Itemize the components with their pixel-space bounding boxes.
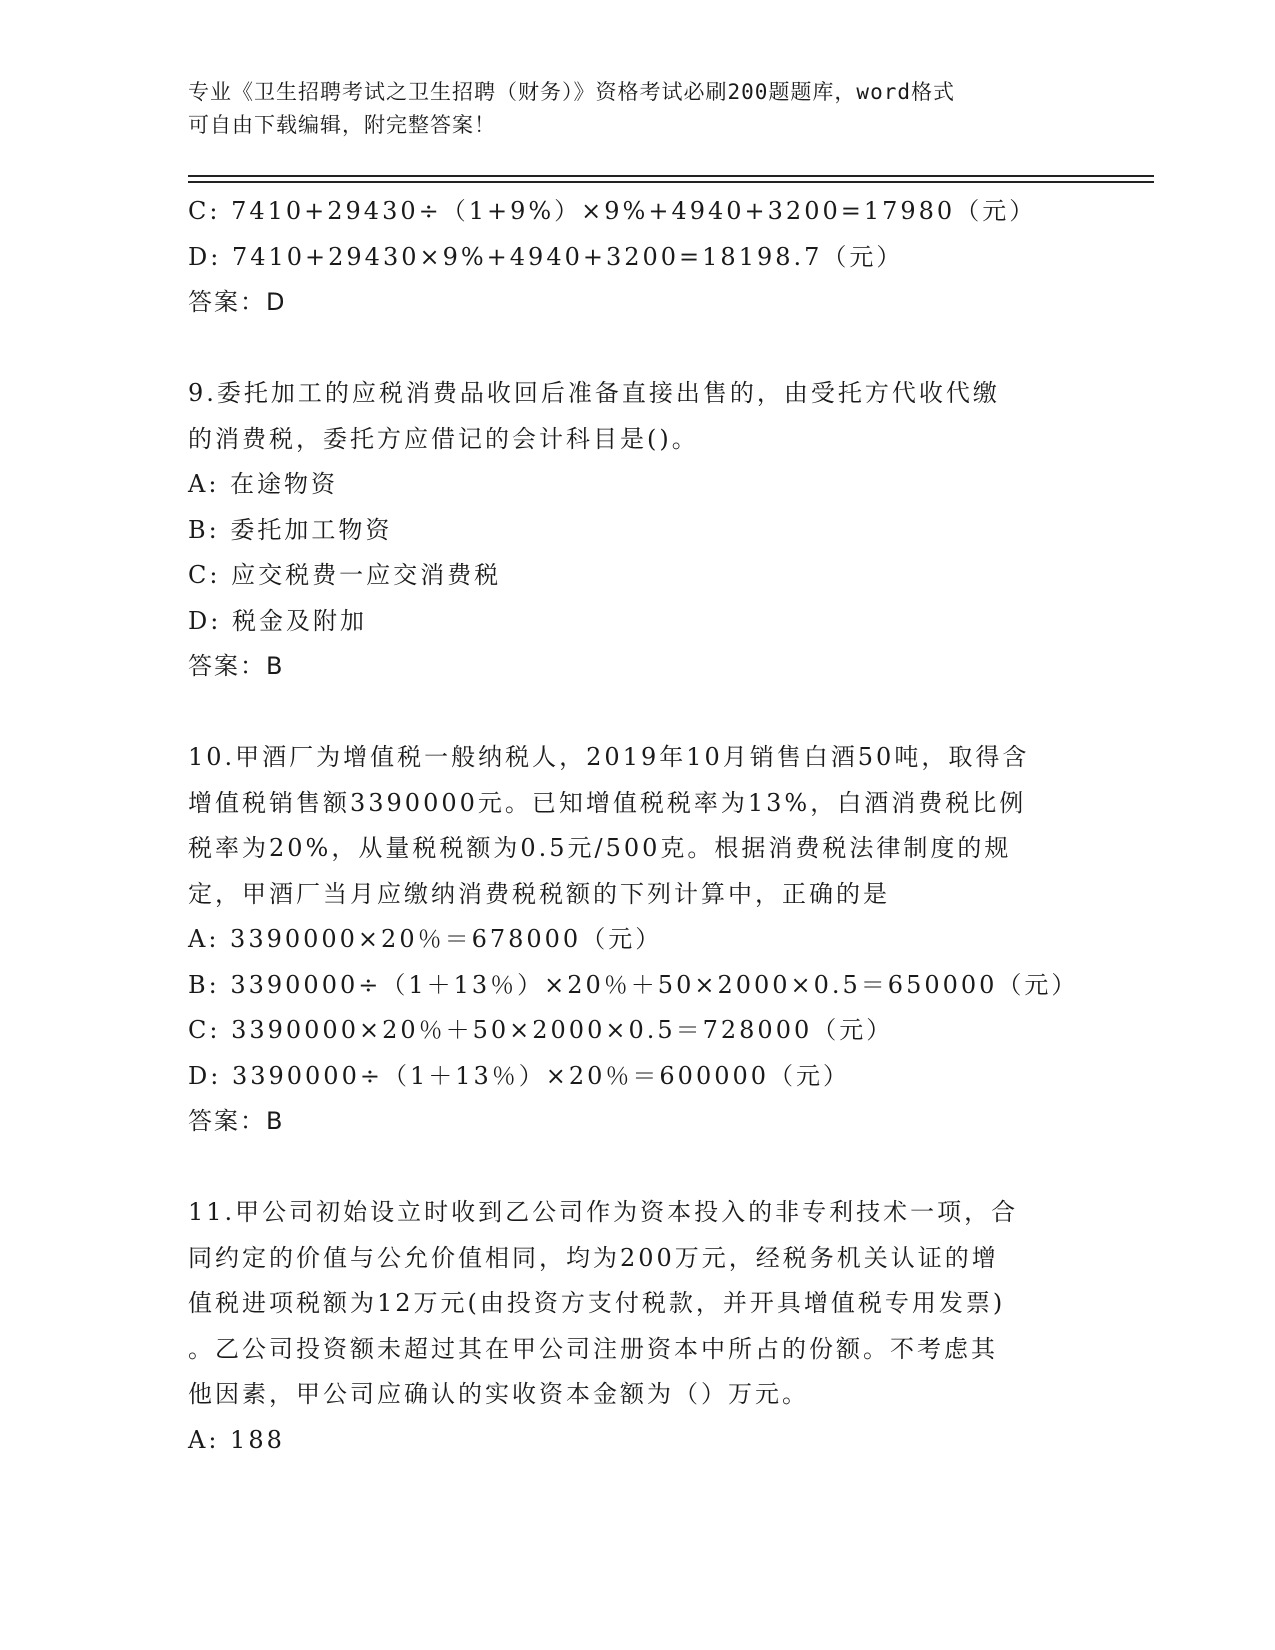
- answer-line: 答案：B: [188, 1107, 285, 1135]
- spacer: [188, 690, 1088, 736]
- option-a: A: 3390000×20％＝678000（元）: [188, 925, 663, 953]
- question-stem: 。乙公司投资额未超过其在甲公司注册资本中所占的份额。不考虑其: [188, 1334, 998, 1363]
- option-b: B: 3390000÷（1＋13％）×20％＋50×2000×0.5＝650000（元）: [188, 970, 1079, 999]
- option-c: C: 7410+29430÷（1+9%）×9%+4940+3200=17980（元）: [188, 197, 1037, 225]
- option-c: C: 3390000×20％＋50×2000×0.5＝728000（元）: [188, 1016, 894, 1044]
- question-stem: 增值税销售额3390000元。已知增值税税率为13%，白酒消费税比例: [188, 788, 1027, 817]
- question-stem: 他因素，甲公司应确认的实收资本金额为（）万元。: [188, 1380, 809, 1408]
- spacer: [188, 326, 1088, 372]
- option-d: D: 税金及附加: [188, 606, 367, 635]
- question-11: [188, 1190, 1088, 1463]
- question-stem: 9.委托加工的应税消费品收回后准备直接出售的，由受托方代收代缴: [188, 379, 1000, 407]
- header-divider-top: [188, 175, 1154, 177]
- header-divider-bottom: [188, 181, 1154, 183]
- question-stem: 10.甲酒厂为增值税一般纳税人，2019年10月销售白酒50吨，取得含: [188, 743, 1030, 771]
- spacer: [188, 1145, 1088, 1191]
- option-c: C: 应交税费一应交消费税: [188, 561, 502, 589]
- question-stem: 值税进项税额为12万元(由投资方支付税款，并开具增值税专用发票): [188, 1289, 1006, 1317]
- header-title-line-2: 可自由下载编辑，附完整答案！: [188, 113, 496, 137]
- header-title-line-1: 专业《卫生招聘考试之卫生招聘（财务）》资格考试必刷200题题库，word格式: [188, 80, 955, 104]
- question-9: [188, 371, 1088, 690]
- question-stem: 同约定的价值与公允价值相同，均为200万元，经税务机关认证的增: [188, 1243, 999, 1272]
- question-8-continued: [188, 189, 1088, 326]
- question-stem: 税率为20%，从量税税额为0.5元/500克。根据消费税法律制度的规: [188, 834, 1012, 862]
- option-d: D: 7410+29430×9%+4940+3200=18198.7（元）: [188, 242, 904, 271]
- option-d: D: 3390000÷（1＋13％）×20％＝600000（元）: [188, 1061, 851, 1090]
- question-10: [188, 735, 1088, 1145]
- question-stem: 的消费税，委托方应借记的会计科目是()。: [188, 424, 699, 453]
- question-stem: 定，甲酒厂当月应缴纳消费税税额的下列计算中，正确的是: [188, 879, 890, 908]
- document-body: [188, 189, 1088, 1463]
- option-b: B: 委托加工物资: [188, 515, 393, 544]
- question-stem: 11.甲公司初始设立时收到乙公司作为资本投入的非专利技术一项，合: [188, 1198, 1019, 1226]
- answer-line: 答案：B: [188, 652, 285, 680]
- document-header: [188, 76, 1088, 142]
- option-a: A: 在途物资: [188, 470, 339, 498]
- answer-line: 答案：D: [188, 288, 287, 316]
- option-a: A: 188: [188, 1425, 285, 1454]
